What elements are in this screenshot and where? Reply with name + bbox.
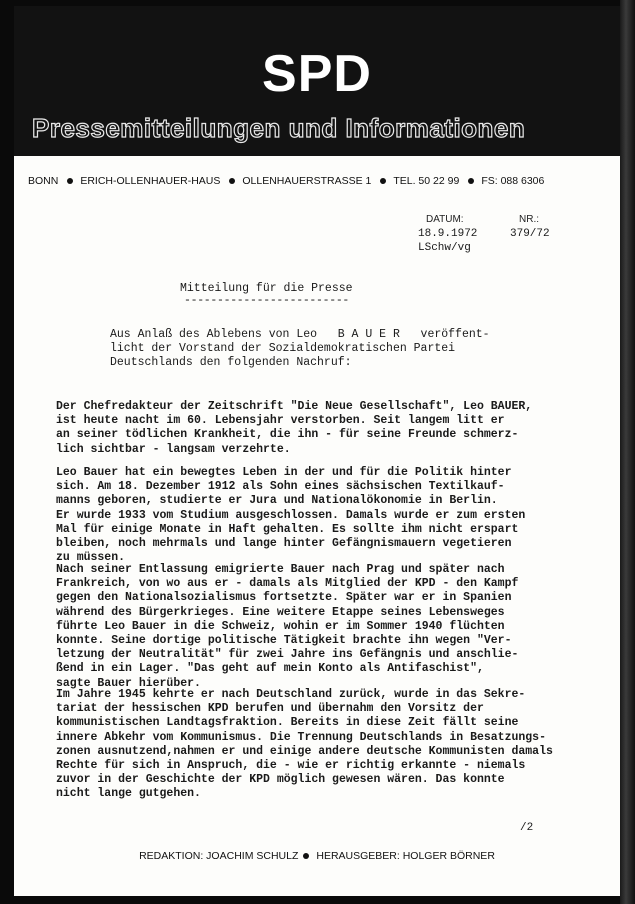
bullet-icon [468, 178, 474, 184]
intro-paragraph: Aus Anlaß des Ablebens von Leo B A U E R veröffent- licht der Vorstand der Sozialdemokratischen Partei Deutschlands den folgenden Nachruf: [110, 328, 490, 369]
date-label: DATUM: [426, 214, 464, 225]
date-value: 18.9.1972 [418, 228, 478, 240]
footer-line [14, 850, 620, 862]
press-release-page [14, 6, 620, 896]
document-heading: Mitteilung für die Presse [180, 282, 353, 295]
address-telex: FS: 088 6306 [481, 175, 545, 187]
page-continuation-marker: /2 [520, 822, 534, 834]
address-phone: TEL. 50 22 99 [393, 175, 460, 187]
paragraph-2: Leo Bauer hat ein bewegtes Leben in der und für die Politik hinter sich. Am 18. Dezember 1912 als Sohn eines sächsischen Textilkauf- manns geboren, studierte er Jura und Nationalökonomie in Berlin. Er wurde 1933 vom Studium ausgeschlossen. Damals wurde er zum ersten Mal für einige Monate in Haft gehalten. Es sollte ihm nicht erspart bleiben, noch mehrmals und lange hinter Gefängnismauern vegetieren zu müssen. [56, 466, 526, 565]
address-street: OLLENHAUERSTRASSE 1 [242, 175, 372, 187]
paragraph-4: Im Jahre 1945 kehrte er nach Deutschland zurück, wurde in das Sekre- tariat der hessischen KPD berufen und übernahm den Vorsitz der kommunistischen Landtagsfraktion. Bereits in diese Zeit fällt seine innere Abkehr vom Kommunismus. Die Trennung Deutschlands in Besatzungs- zonen ausnutzend,nahmen er und einige andere deutsche Kommunisten damals Rechte für sich in Anspruch, die - wie er richtig erkannte - niemals zuvor in der Geschichte der KPD möglich gewesen wären. Das konnte nicht lange gutgehen. [56, 688, 553, 801]
letterhead-subtitle: Pressemitteilungen und Informationen [32, 113, 526, 143]
scan-edge [620, 0, 635, 904]
letterhead-banner [14, 6, 620, 156]
bullet-icon [67, 178, 73, 184]
address-building: ERICH-OLLENHAUER-HAUS [80, 175, 221, 187]
address-city: BONN [28, 175, 59, 187]
paragraph-1: Der Chefredakteur der Zeitschrift "Die Neue Gesellschaft", Leo BAUER, ist heute nacht im 60. Lebensjahr verstorben. Seit langem litt er an seiner tödlichen Krankheit, die ihn - für seine Freunde schmerz- lich sichtbar - langsam verzehrte. [56, 400, 533, 456]
footer-publisher: HERAUSGEBER: HOLGER BÖRNER [316, 850, 495, 862]
reference-code: LSchw/vg [418, 242, 471, 254]
address-line [28, 175, 618, 187]
paragraph-3: Nach seiner Entlassung emigrierte Bauer nach Prag und später nach Frankreich, von wo aus er - damals als Mitglied der KPD - den Kampf gegen den Nationalsozialismus fortsetzte. Später war er in Spanien während des Bürgerkrieges. Eine weitere Etappe seines Lebensweges führte Leo Bauer in die Schweiz, wohin er im Sommer 1940 flüchten konnte. Seine dortige politische Tätigkeit brachte ihn wegen "Ver- letzung der Neutralität" für zwei Jahre ins Gefängnis und anschlie- ßend in ein Lager. "Das geht auf mein Konto als Antifaschist", sagte Bauer hierüber. [56, 563, 519, 690]
bullet-icon [229, 178, 235, 184]
bullet-icon [380, 178, 386, 184]
bullet-icon [303, 853, 309, 859]
footer-editor: REDAKTION: JOACHIM SCHULZ [139, 850, 299, 862]
party-logo-title: SPD [262, 45, 372, 103]
number-value: 379/72 [510, 228, 550, 240]
heading-underline: ------------------------- [184, 294, 350, 307]
number-label: NR.: [519, 214, 539, 225]
